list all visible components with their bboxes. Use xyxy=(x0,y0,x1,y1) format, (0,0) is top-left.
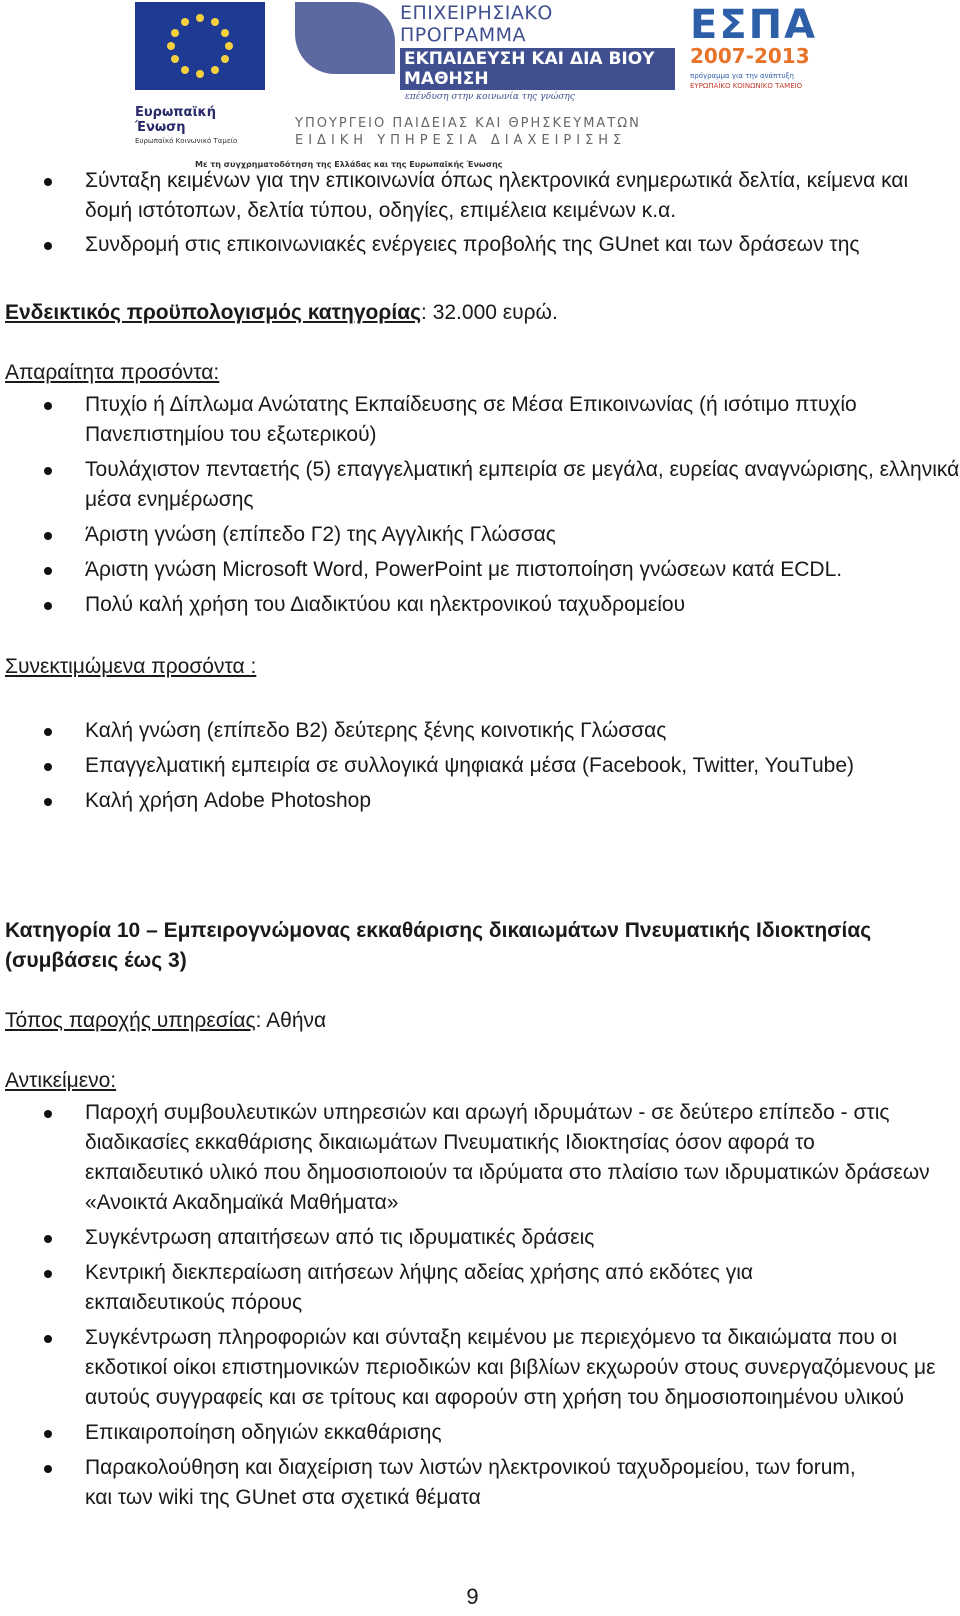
category-title-contracts: (συμβάσεις έως 3) xyxy=(5,949,187,972)
list-item: Κεντρική διεκπεραίωση αιτήσεων λήψης αδείας χρήσης από εκδότες για εκπαιδευτικούς πόρους xyxy=(0,1258,960,1318)
service-name: ΕΙΔΙΚΗ ΥΠΗΡΕΣΙΑ ΔΙΑΧΕΙΡΙΣΗΣ xyxy=(295,133,627,148)
list-item: Καλή χρήση Adobe Photoshop xyxy=(0,786,960,816)
operational-programme-logo xyxy=(195,2,675,169)
eu-logo xyxy=(135,2,270,145)
desired-heading: Συνεκτιμώμενα προσόντα : xyxy=(5,655,257,678)
required-list xyxy=(0,390,960,625)
ministry-name: ΥΠΟΥΡΓΕΙΟ ΠΑΙΔΕΙΑΣ ΚΑΙ ΘΡΗΣΚΕΥΜΑΤΩΝ xyxy=(295,116,641,131)
category-title: Κατηγορία 10 – Εμπειρογνώμονας εκκαθάρισης δικαιωμάτων Πνευματικής Ιδιοκτησίας xyxy=(5,919,872,942)
espa-title: ΕΣΠΑ xyxy=(690,2,818,48)
list-item: Επαγγελματική εμπειρία σε συλλογικά ψηφιακά μέσα (Facebook, Twitter, YouTube) xyxy=(0,751,960,781)
budget-label: Ενδεικτικός προϋπολογισμός κατηγορίας xyxy=(5,301,422,324)
list-item: Συνδρομή στις επικοινωνιακές ενέργειες προβολής της GUnet και των δράσεων της xyxy=(0,230,960,260)
espa-logo xyxy=(690,2,840,112)
location-value: : Αθήνα xyxy=(255,1009,327,1032)
programme-title: ΕΠΙΧΕΙΡΗΣΙΑΚΟ ΠΡΟΓΡΑΜΜΑ xyxy=(400,2,553,46)
header-banner xyxy=(125,0,840,169)
top-bullet-list xyxy=(0,166,960,265)
list-item: Συγκέντρωση πληροφοριών και σύνταξη κειμένου με περιεχόμενο τα δικαιώματα που οι εκδοτικοί οίκοι επιστημονικών περιοδικών και βιβλίων εκχωρούν στους συνεργαζόμενους με αυτούς συγγραφείς και σε τρίτους και αφορούν στη χρήση του δημοσιοποιημένου υλικού xyxy=(0,1323,960,1413)
list-item: Επικαιροποίηση οδηγιών εκκαθάρισης xyxy=(0,1418,960,1448)
programme-mark-icon xyxy=(295,2,395,74)
list-item: Παροχή συμβουλευτικών υπηρεσιών και αρωγή ιδρυμάτων - σε δεύτερο επίπεδο - στις διαδικασίες εκκαθάρισης δικαιωμάτων Πνευματικής Ιδιοκτησίας όσον αφορά το εκπαιδευτικό υλικό που δημοσιοποιούν τα ιδρύματα στο πλαίσιο των ιδρυματικών δράσεων «Ανοικτά Ακαδημαϊκά Μαθήματα» xyxy=(0,1098,960,1218)
page-number: 9 xyxy=(466,1584,479,1609)
list-item: Καλή γνώση (επίπεδο Β2) δεύτερης ξένης κοινοτικής Γλώσσας xyxy=(0,716,960,746)
espa-fund: ΕΥΡΩΠΑΪΚΟ ΚΟΙΝΩΝΙΚΟ ΤΑΜΕΙΟ xyxy=(690,82,803,90)
budget-value: : 32.000 ευρώ. xyxy=(421,301,558,324)
list-item: Πολύ καλή χρήση του Διαδικτύου και ηλεκτρονικού ταχυδρομείου xyxy=(0,590,960,620)
list-item: Παρακολούθηση και διαχείριση των λιστών ηλεκτρονικού ταχυδρομείου, των forum, και των wiki της GUnet στα σχετικά θέματα xyxy=(0,1453,960,1513)
list-item: Συγκέντρωση απαιτήσεων από τις ιδρυματικές δράσεις xyxy=(0,1223,960,1253)
list-item: Άριστη γνώση Microsoft Word, PowerPoint με πιστοποίηση γνώσεων κατά ECDL. xyxy=(0,555,960,585)
programme-slogan: επένδυση στην κοινωνία της γνώσης xyxy=(405,92,575,102)
list-item: Πτυχίο ή Δίπλωμα Ανώτατης Εκπαίδευσης σε Μέσα Επικοινωνίας (ή ισότιμο πτυχίο Πανεπιστημίου του εξωτερικού) xyxy=(0,390,960,450)
required-heading: Απαραίτητα προσόντα: xyxy=(5,361,220,384)
espa-tagline: πρόγραμμα για την ανάπτυξη xyxy=(690,72,794,80)
cofinancing-note: Με τη συγχρηματοδότηση της Ελλάδας και της Ευρωπαϊκής Ένωσης xyxy=(195,160,503,169)
eu-logo-caption: Ευρωπαϊκή Ένωση xyxy=(135,105,217,135)
object-heading: Αντικείμενο: xyxy=(5,1069,117,1092)
desired-list xyxy=(0,716,960,821)
list-item: Σύνταξη κειμένων για την επικοινωνία όπως ηλεκτρονικά ενημερωτικά δελτία, κείμενα και δομή ιστότοπων, δελτία τύπου, οδηγίες, επιμέλεια κειμένων κ.α. xyxy=(0,166,960,226)
programme-subtitle: ΕΚΠΑΙΔΕΥΣΗ ΚΑΙ ΔΙΑ ΒΙΟΥ ΜΑΘΗΣΗ xyxy=(400,48,675,90)
location-line xyxy=(5,1006,326,1036)
eu-flag-icon xyxy=(135,2,265,90)
list-item: Άριστη γνώση (επίπεδο Γ2) της Αγγλικής Γλώσσας xyxy=(0,520,960,550)
object-list xyxy=(0,1098,960,1518)
eu-logo-subcaption: Ευρωπαϊκό Κοινωνικό Ταμείο xyxy=(135,137,238,145)
espa-years: 2007-2013 xyxy=(690,44,810,68)
location-label: Τόπος παροχής υπηρεσίας xyxy=(5,1009,256,1032)
list-item: Τουλάχιστον πενταετής (5) επαγγελματική εμπειρία σε μεγάλα, ευρείας αναγνώρισης, ελληνικά μέσα ενημέρωσης xyxy=(0,455,960,515)
budget-line xyxy=(5,298,558,328)
